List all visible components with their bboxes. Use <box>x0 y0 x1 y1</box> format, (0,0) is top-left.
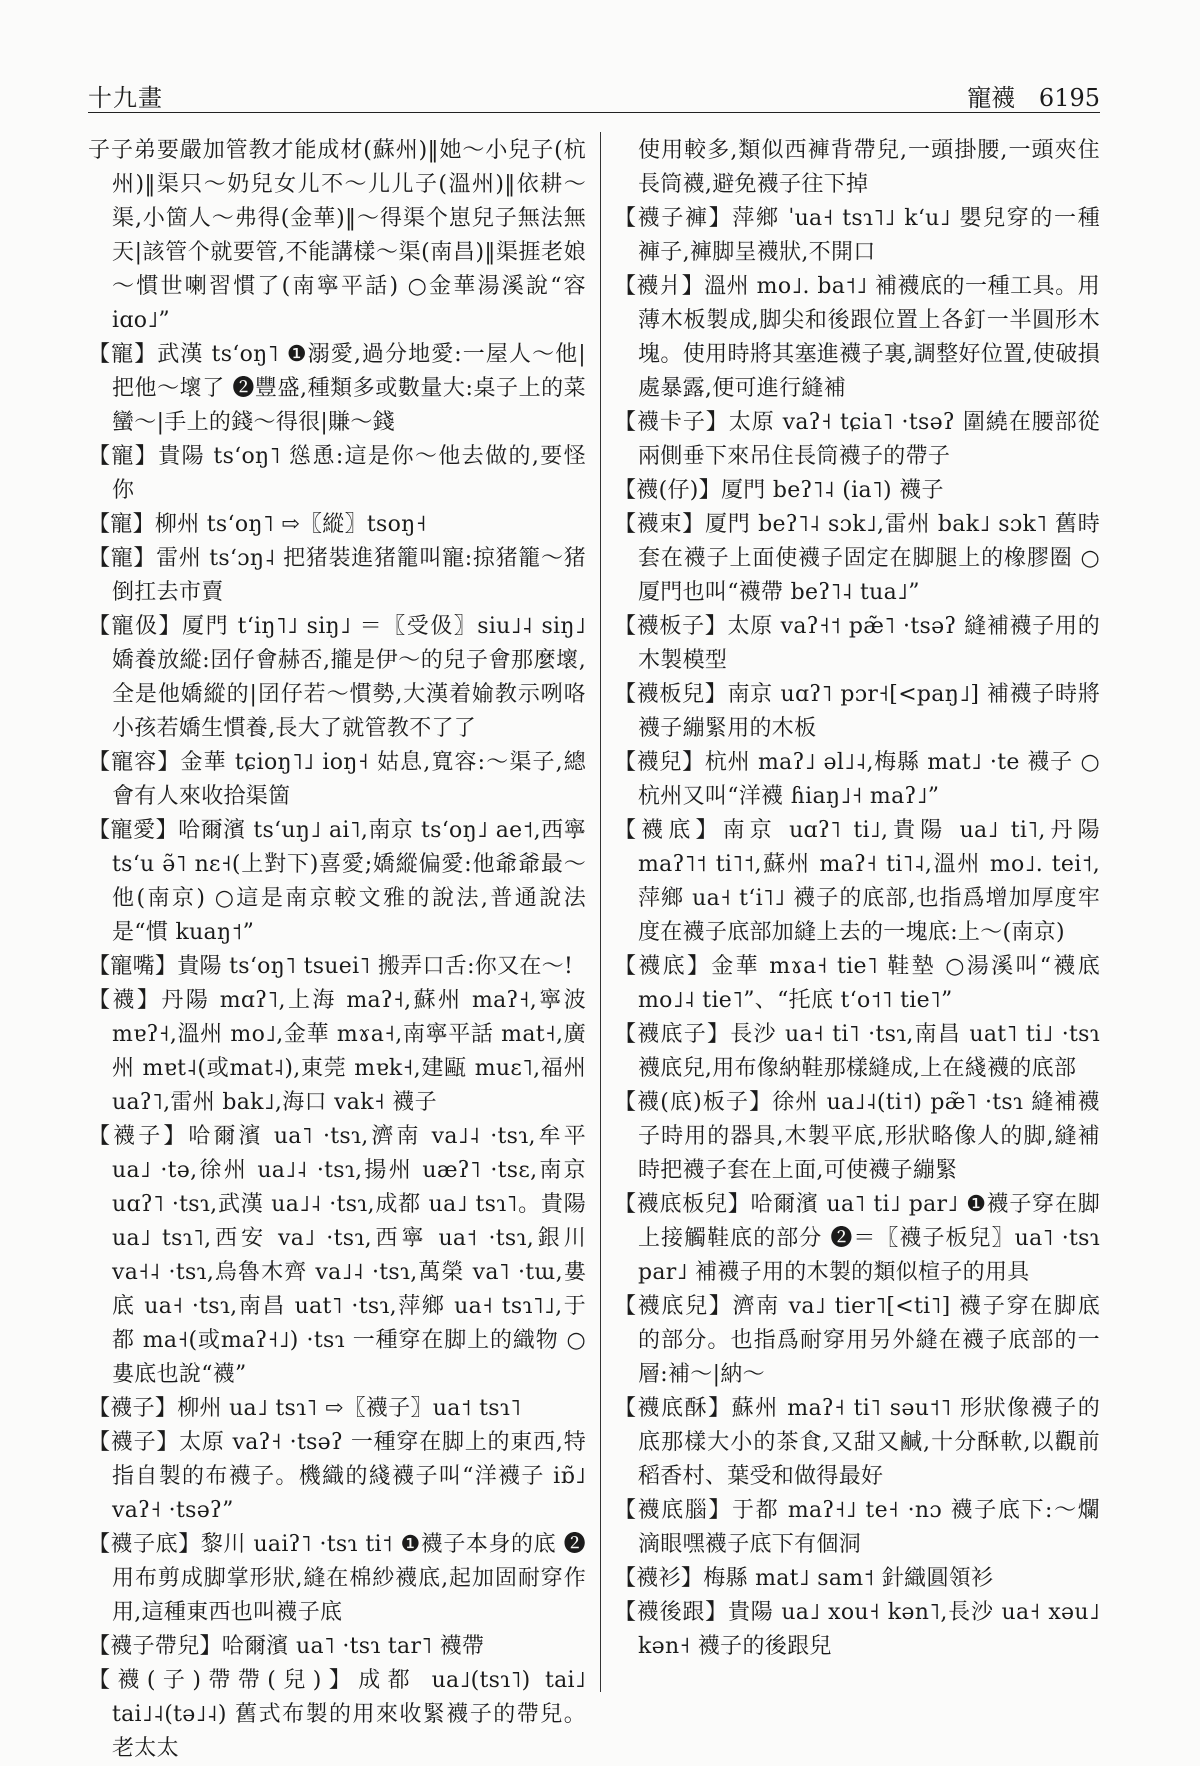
dictionary-entry: 【襪底酥】蘇州 maʔ˧ ti˥ səu˦˥ 形狀像襪子的底那樣大小的茶食,又甜又鹹,十分酥軟,以觀前稻香村、葉受和做得最好 <box>614 1396 1100 1489</box>
dictionary-entry: 【寵容】金華 tɕioŋ˥˩ ioŋ˧ 姑息,寬容:～渠子,總會有人來收拾渠箇 <box>88 750 586 809</box>
dictionary-entry: 【襪(子)帶帶(兒)】成都 ua˩(tsɿ˥) tai˩ tai˩˨(tə˩˨) 舊式布製的用來收緊襪子的帶兒。老太太 <box>88 1668 586 1761</box>
dictionary-entry: 【襪兒】杭州 maʔ˩ əl˩˨,梅縣 mat˩ ·te 襪子 ○杭州又叫“洋襪 ɦiaŋ˩˧ maʔ˩” <box>614 750 1100 809</box>
running-headwords: 寵襪 <box>967 84 1016 112</box>
left-column <box>88 134 586 1761</box>
dictionary-entry: 【襪子】柳州 ua˩ tsɿ˥ ⇨〖襪子〗ua˦ tsɿ˥ <box>88 1396 522 1421</box>
dictionary-entry: 【襪底兒】濟南 va˩ tier˥[<ti˥] 襪子穿在脚底的部分。也指爲耐穿用另外縫在襪子底部的一層:補～|納～ <box>614 1294 1100 1387</box>
dictionary-entry: 【襪(仔)】厦門 beʔ˥˨ (ia˥) 襪子 <box>614 478 944 503</box>
dictionary-entry: 【襪束】厦門 beʔ˥˨ sɔk˩,雷州 bak˩ sɔk˥ 舊時套在襪子上面使襪子固定在脚腿上的橡膠圈 ○厦門也叫“襪帶 beʔ˥˨ tua˩” <box>614 512 1100 605</box>
dictionary-entry: 【襪衫】梅縣 mat˩ sam˦ 針織圓領衫 <box>614 1566 994 1591</box>
dictionary-entry: 【襪爿】溫州 mo˩. ba˦˩ 補襪底的一種工具。用薄木板製成,脚尖和後跟位置上各釘一半圓形木塊。使用時將其塞進襪子裏,調整好位置,使破損處暴露,便可進行縫補 <box>614 274 1100 401</box>
dictionary-entry: 【寵愛】哈爾濱 tsʻuŋ˩ ai˥,南京 tsʻoŋ˩ ae˦,西寧 tsʻu ə̃˥ nɛ˧(上對下)喜愛;嬌縱偏愛:他爺爺最～他(南京) ○這是南京較文雅的說法,普通說法是“慣 kuaŋ˦” <box>88 818 586 945</box>
dictionary-entry: 【襪子褲】萍鄉 ˈua˧ tsɿ˥˩ kʻu˩ 嬰兒穿的一種褲子,褲脚呈襪狀,不開口 <box>614 206 1100 265</box>
dictionary-entry: 【寵】貴陽 tsʻoŋ˥ 慫恿:這是你～他去做的,要怪你 <box>88 444 586 503</box>
dictionary-entry: 【襪子】哈爾濱 ua˥ ·tsɿ,濟南 va˩˨ ·tsɿ,牟平 ua˩ ·tə,徐州 ua˩˨ ·tsɿ,揚州 uæʔ˥ ·tsɛ,南京 uɑʔ˥ ·tsɿ,武漢 ua˩˨ ·tsɿ,成都 ua˩ tsɿ˥。貴陽 ua˩ tsɿ˥,西安 va˩ ·tsɿ,西寧 ua˦ ·tsɿ,銀川 va˧˨ ·tsɿ,烏魯木齊 va˩˨ ·tsɿ,萬榮 va˥ ·tɯ,婁底 ua˧ ·tsɿ,南昌 uat˥ ·tsɿ,萍鄉 ua˧ tsɿ˥˩,于都 ma˧(或maʔ˧˩) ·tsɿ 一種穿在脚上的織物 ○婁底也說“襪” <box>88 1124 586 1387</box>
dictionary-entry: 【襪(底)板子】徐州 ua˩˨(ti˦) pæ̃˥ ·tsɿ 縫補襪子時用的器具,木製平底,形狀略像人的脚,縫補時把襪子套在上面,可使襪子繃緊 <box>614 1090 1100 1183</box>
dictionary-entry: 【襪後跟】貴陽 ua˩ xou˧ kən˥,長沙 ua˧ xəu˩ kən˧ 襪子的後跟兒 <box>614 1600 1100 1659</box>
dictionary-entry: 【寵】雷州 tsʻɔŋ˨ 把猪裝進猪籠叫寵:掠猪籠～猪倒扛去市賣 <box>88 546 586 605</box>
page-number: 6195 <box>1038 84 1100 112</box>
dictionary-entry: 子子弟要嚴加管教才能成材(蘇州)‖她～小兒子(杭州)‖渠只～奶兒女儿不～儿儿子(溫州)‖依耕～渠,小箇人～弗得(金華)‖～得渠个崽兒子無法無天|該管个就要管,不能講樣～渠(南昌)‖渠捱老娘～慣世喇習慣了(南寧平話) ○金華湯溪說“容 iɑo˩” <box>88 138 586 333</box>
header-right <box>951 78 1100 113</box>
dictionary-entry: 【襪底子】長沙 ua˧ ti˥ ·tsɿ,南昌 uat˥ ti˩ ·tsɿ 襪底兒,用布像納鞋那樣縫成,上在綫襪的底部 <box>614 1022 1100 1081</box>
dictionary-entry: 【襪板兒】南京 uɑʔ˥ pɔr˧[<paŋ˩] 補襪子時將襪子繃緊用的木板 <box>614 682 1100 741</box>
dictionary-entry: 【襪底腦】于都 maʔ˧˩ te˧ ·nɔ 襪子底下:～爛滴眼嘿襪子底下有個洞 <box>614 1498 1100 1557</box>
page-header <box>88 72 1100 113</box>
dictionary-entry: 【寵伋】厦門 tʻiŋ˥˩ siŋ˩ ＝〖受伋〗siu˩˨ siŋ˩ 嬌養放縱:囝仔會赫否,攏是伊～的兒子會那麼壞,全是他嬌縱的|囝仔若～慣勢,大漢着媮教示咧咯小孩若嬌生慣養,長大了就管教不了了 <box>88 614 586 741</box>
dictionary-entry: 【襪子底】黎川 uaiʔ˥ ·tsɿ ti˦ ❶襪子本身的底 ❷用布剪成脚掌形狀,縫在棉紗襪底,起加固耐穿作用,這種東西也叫襪子底 <box>88 1532 586 1625</box>
section-label: 十九畫 <box>88 84 163 112</box>
dictionary-entry: 【襪卡子】太原 vaʔ˧ tɕia˥ ·tsəʔ 圍繞在腰部從兩側垂下來吊住長筒襪子的帶子 <box>614 410 1100 469</box>
dictionary-entry: 【襪底】金華 mɤa˧ tie˥ 鞋墊 ○湯溪叫“襪底 mo˩˨ tie˥”、“托底 tʻo˦˥ tie˥” <box>614 954 1100 1013</box>
dictionary-entry: 【寵】武漢 tsʻoŋ˥ ❶溺愛,過分地愛:一屋人～他|把他～壞了 ❷豐盛,種類多或數量大:桌子上的菜蠻～|手上的錢～得很|賺～錢 <box>88 342 586 435</box>
dictionary-entry: 【襪子】太原 vaʔ˧ ·tsəʔ 一種穿在脚上的東西,特指自製的布襪子。機織的綫襪子叫“洋襪子 iɒ̃˩ vaʔ˧ ·tsəʔ” <box>88 1430 586 1523</box>
dictionary-entry: 【寵】柳州 tsʻoŋ˥ ⇨〖縱〗tsoŋ˧ <box>88 512 427 537</box>
dictionary-entry: 【襪】丹陽 mɑʔ˥,上海 maʔ˧,蘇州 maʔ˧,寧波 mɐʔ˧,溫州 mo˩,金華 mɤa˧,南寧平話 mat˧,廣州 mɐt˨(或mat˨),東莞 mɐk˧,建甌 muɛ˥,福州 uaʔ˥,雷州 bak˩,海口 vak˧ 襪子 <box>88 988 586 1115</box>
right-column <box>614 134 1100 1694</box>
dictionary-entry: 【襪子帶兒】哈爾濱 ua˥ ·tsɿ tar˥ 襪帶 <box>88 1634 485 1659</box>
dictionary-entry: 使用較多,類似西褲背帶兒,一頭掛腰,一頭夾住長筒襪,避免襪子往下掉 <box>638 138 1100 197</box>
column-divider <box>600 132 601 1692</box>
dictionary-entry: 【襪底】南京 uɑʔ˥ ti˩,貴陽 ua˩ ti˥,丹陽 maʔ˥˦ ti˥˦,蘇州 maʔ˧ ti˥˨,溫州 mo˩. tei˦,萍鄉 ua˧ tʻi˥˩ 襪子的底部,也指爲增加厚度牢度在襪子底部加縫上去的一塊底:上～(南京) <box>614 818 1100 945</box>
dictionary-entry: 【襪底板兒】哈爾濱 ua˥ ti˩ par˩ ❶襪子穿在脚上接觸鞋底的部分 ❷＝〖襪子板兒〗ua˥ ·tsɿ par˩ 補襪子用的木製的類似楦子的用具 <box>614 1192 1100 1285</box>
dictionary-entry: 【寵嘴】貴陽 tsʻoŋ˥ tsuei˥ 搬弄口舌:你又在～! <box>88 954 574 979</box>
dictionary-entry: 【襪板子】太原 vaʔ˧˦ pæ̃˥ ·tsəʔ 縫補襪子用的木製模型 <box>614 614 1100 673</box>
